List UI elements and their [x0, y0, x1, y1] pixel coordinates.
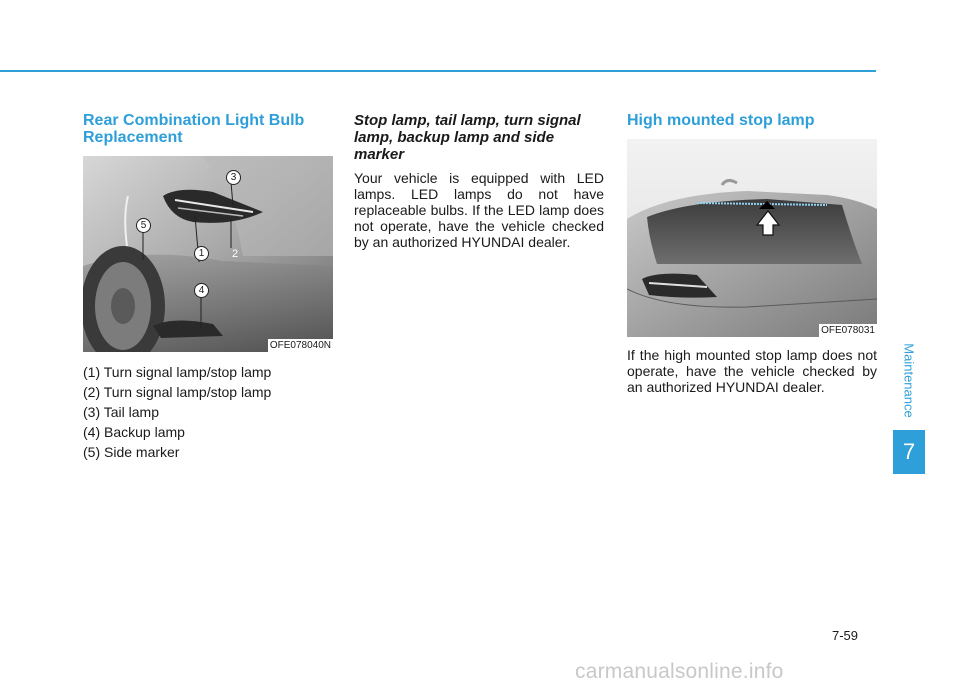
lamp-list — [83, 364, 333, 460]
callout-5: 5 — [136, 218, 151, 233]
page-number: 7-59 — [832, 628, 859, 643]
high-mounted-illustration — [627, 139, 877, 337]
section-tab-number: 7 — [893, 430, 925, 474]
callout-4: 4 — [194, 283, 209, 298]
top-rule — [0, 70, 876, 72]
column-high-mounted — [627, 112, 877, 395]
figure-code-high: OFE078031 — [821, 325, 875, 336]
callout-2: 2 — [231, 248, 239, 260]
list-item: (5) Side marker — [83, 444, 180, 460]
list-item: (1) Turn signal lamp/stop lamp — [83, 364, 272, 380]
callout-1: 1 — [194, 246, 209, 261]
section-heading-high-mounted: High mounted stop lamp — [627, 112, 815, 129]
list-item: (4) Backup lamp — [83, 424, 185, 440]
high-mounted-body: If the high mounted stop lamp does not operate, have the vehicle checked by an authorized HYUNDAI dealer. — [627, 347, 877, 395]
subheading-stop-lamp: Stop lamp, tail lamp, turn signal lamp, backup lamp and side marker — [354, 112, 581, 163]
figure-code-rear: OFE078040N — [269, 340, 331, 351]
stop-lamp-body: Your vehicle is equipped with LED lamps. LED lamps do not have replaceable bulbs. If the LED lamp does not operate, have the vehicle checked by an authorized HYUNDAI dealer. — [354, 170, 604, 250]
watermark: carmanualsonline.info — [575, 660, 784, 683]
section-heading-rear-combination: Rear Combination Light Bulb Replacement — [83, 112, 305, 146]
rear-light-figure — [83, 156, 333, 352]
callout-3: 3 — [226, 170, 241, 185]
section-tab-label — [894, 340, 924, 420]
section-tab-text: Maintenance — [901, 342, 917, 418]
list-item: (2) Turn signal lamp/stop lamp — [83, 384, 272, 400]
column-stop-lamp — [354, 112, 604, 250]
list-item: (3) Tail lamp — [83, 404, 159, 420]
high-mounted-figure — [627, 139, 877, 337]
column-rear-combination — [83, 112, 333, 464]
